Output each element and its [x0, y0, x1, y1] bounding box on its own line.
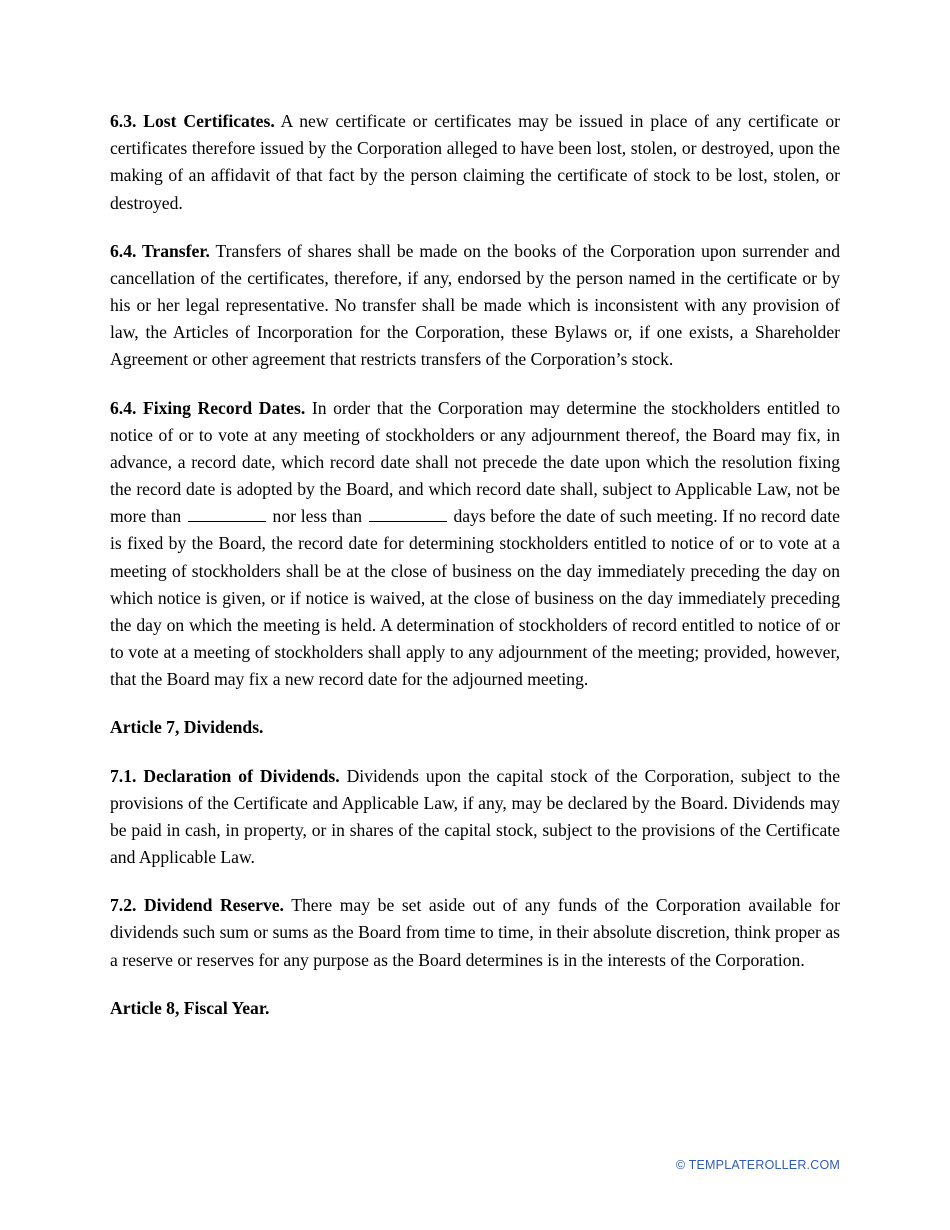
section-body-fixing-record-dates-part-2: nor less than: [267, 506, 367, 527]
section-body-fixing-record-dates-part-3: days before the date of such meeting. If no record date is fixed by the Board, the record date for determining stockholders entitled to notice of or to vote at a meeting of stockholders shall be at the close of business on the day immediately preceding the day on which notice is given, or if notice is waived, at the close of business on the day immediately preceding the day on which the meeting is held. A determination of stockholders of record entitled to notice of or to vote at a meeting of stockholders shall apply to any adjournment of the meeting; provided, however, that the Board may fix a new record date for the adjourned meeting.: [110, 506, 840, 690]
footer-watermark-text: © TEMPLATEROLLER.COM: [675, 1158, 840, 1172]
section-body-declaration-of-dividends: Dividends upon the capital stock of the Corporation, subject to the provisions of the Certificate and Applicable Law, if any, may be declared by the Board. Dividends may be paid in cash, in property, or in shares of the capital stock, subject to the provisions of the Certificate and Applicable Law.: [110, 765, 841, 868]
section-lead-fixing-record-dates: 6.4. Fixing Record Dates.: [110, 397, 306, 418]
section-lead-transfer: 6.4. Transfer.: [110, 240, 210, 261]
fill-in-blank-less-than-days[interactable]: [369, 505, 447, 523]
section-dividend-reserve: [110, 892, 840, 974]
section-body-fixing-record-dates-part-1: In order that the Corporation may determine the stockholders entitled to notice of or to vote at any meeting of stockholders or any adjournment thereof, the Board may fix, in advance, a record date, which record date shall not precede the date upon which the resolution fixing the record date is adopted by the Board, and which record date shall, subject to Applicable Law, not be more than: [110, 397, 841, 527]
section-declaration-of-dividends: [110, 763, 840, 872]
section-transfer: [110, 238, 840, 374]
section-fixing-record-dates: [110, 395, 840, 694]
section-lead-lost-certificates: 6.3. Lost Certificates.: [110, 111, 275, 131]
section-lead-dividend-reserve: 7.2. Dividend Reserve.: [110, 895, 284, 916]
fill-in-blank-more-than-days[interactable]: [188, 505, 266, 523]
heading-article-8: Article 8, Fiscal Year.: [110, 997, 270, 1018]
section-body-lost-certificates: A new certificate or certificates may be issued in place of any certificate or certificates therefore issued by the Corporation alleged to have been lost, stolen, or destroyed, upon the making of an affidavit of that fact by the person claiming the certificate of stock to be lost, stolen, or destroyed.: [110, 111, 840, 213]
section-body-transfer: Transfers of shares shall be made on the books of the Corporation upon surrender and cancellation of the certificates, therefore, if any, endorsed by the person named in the certificate or by his or her legal representative. No transfer shall be made which is inconsistent with any provision of law, the Articles of Incorporation for the Corporation, these Bylaws or, if one exists, a Shareholder Agreement or other agreement that restricts transfers of the Corporation’s stock.: [110, 240, 840, 370]
section-body-dividend-reserve: There may be set aside out of any funds of the Corporation available for dividends such sum or sums as the Board from time to time, in their absolute discretion, think proper as a reserve or reserves for any purpose as the Board determines is in the interests of the Corporation.: [110, 895, 840, 970]
section-lead-declaration-of-dividends: 7.1. Declaration of Dividends.: [110, 765, 340, 786]
footer-watermark: [676, 1158, 840, 1172]
heading-article-7: Article 7, Dividends.: [110, 717, 264, 738]
section-lost-certificates: [110, 108, 840, 217]
